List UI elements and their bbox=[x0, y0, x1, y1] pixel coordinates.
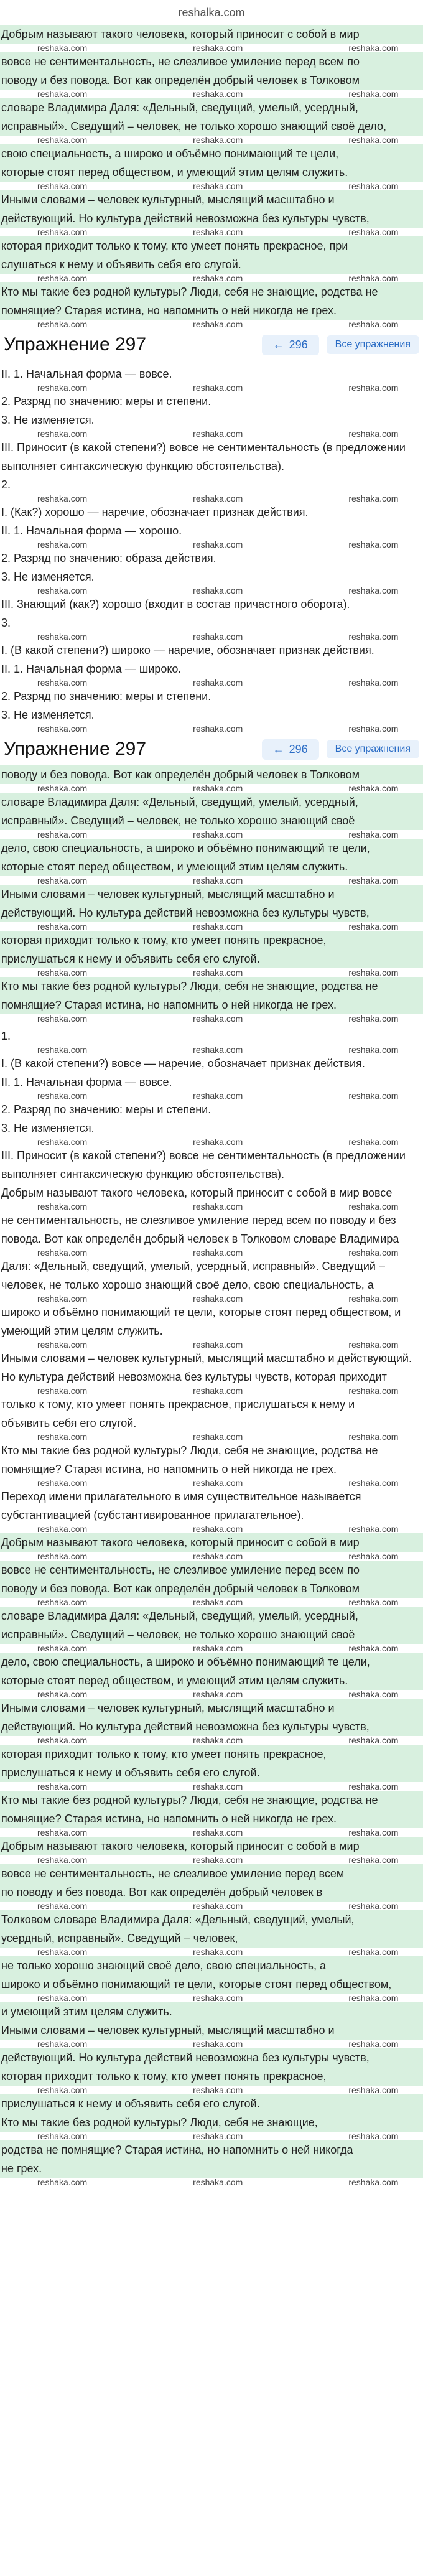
watermark: reshaka.com bbox=[37, 1432, 88, 1441]
watermark-row bbox=[0, 2040, 423, 2048]
watermark-row bbox=[0, 1828, 423, 1837]
watermark-row bbox=[0, 1432, 423, 1441]
watermark: reshaka.com bbox=[193, 1902, 243, 1910]
text-line: не только хорошо знающий своё дело, свою специальность, а bbox=[0, 1956, 423, 1975]
watermark: reshaka.com bbox=[37, 1294, 88, 1303]
text-line: свою специальность, а широко и объёмно понимающий те цели, bbox=[0, 144, 423, 163]
text-line: 2. Разряд по значению: меры и степени. bbox=[1, 1103, 212, 1116]
watermark: reshaka.com bbox=[193, 632, 243, 641]
watermark-row bbox=[0, 1552, 423, 1561]
watermark: reshaka.com bbox=[37, 724, 88, 733]
watermark: reshaka.com bbox=[193, 1644, 243, 1653]
watermark: reshaka.com bbox=[193, 1828, 243, 1837]
watermark: reshaka.com bbox=[348, 1994, 399, 2002]
watermark-row bbox=[0, 1014, 423, 1023]
watermark: reshaka.com bbox=[193, 136, 243, 144]
watermark: reshaka.com bbox=[348, 2086, 399, 2094]
text-line: человек, не только хорошо знающий своё дело, свою специальность, а bbox=[1, 1279, 374, 1291]
text-line: исправный». Сведущий – человек, не только хорошо знающий своё bbox=[0, 1625, 423, 1644]
text-line: 3. Не изменяется. bbox=[1, 414, 95, 426]
watermark-row bbox=[0, 44, 423, 52]
watermark: reshaka.com bbox=[37, 136, 88, 144]
watermark: reshaka.com bbox=[37, 383, 88, 392]
text-line: действующий. Но культура действий невозможна без культуры чувств, bbox=[0, 2048, 423, 2067]
watermark: reshaka.com bbox=[37, 1202, 88, 1211]
text-line: прислушаться к нему и объявить себя его слугой. bbox=[0, 1763, 423, 1782]
text-line: помнящие? Старая истина, но напомнить о ней никогда не грех. bbox=[0, 301, 423, 320]
text-line: только к тому, кто умеет понять прекрасное, прислушаться к нему и bbox=[1, 1398, 355, 1411]
text-line: словаре Владимира Даля: «Дельный, сведущий, умелый, усердный, bbox=[0, 793, 423, 811]
watermark: reshaka.com bbox=[37, 1598, 88, 1607]
watermark: reshaka.com bbox=[193, 1598, 243, 1607]
watermark: reshaka.com bbox=[348, 1552, 399, 1561]
watermark: reshaka.com bbox=[193, 1552, 243, 1561]
text-line: Иными словами – человек культурный, мыслящий масштабно и bbox=[0, 2021, 423, 2040]
text-line: Кто мы такие без родной культуры? Люди, себя не знающие, bbox=[0, 2113, 423, 2132]
text-block-2 bbox=[0, 765, 423, 1023]
text-line: Переход имени прилагательного в имя существительное называется bbox=[1, 1490, 361, 1503]
watermark-row bbox=[0, 586, 423, 595]
watermark: reshaka.com bbox=[37, 678, 88, 687]
text-line: II. 1. Начальная форма — вовсе. bbox=[1, 368, 172, 380]
text-line: Кто мы такие без родной культуры? Люди, себя не знающие, родства не bbox=[1, 1444, 378, 1457]
text-line: поводу и без повода. Вот как определён добрый человек в Толковом bbox=[0, 1579, 423, 1598]
text-line: I. (В какой степени?) широко — наречие, обозначает признак действия. bbox=[1, 644, 374, 656]
watermark: reshaka.com bbox=[193, 383, 243, 392]
watermark-row bbox=[0, 632, 423, 641]
watermark: reshaka.com bbox=[37, 1828, 88, 1837]
text-line: вовсе не сентиментальность, не слезливое умиление перед всем по bbox=[0, 1561, 423, 1579]
watermark: reshaka.com bbox=[193, 540, 243, 549]
watermark: reshaka.com bbox=[37, 968, 88, 977]
text-line: 3. Не изменяется. bbox=[1, 709, 95, 721]
watermark: reshaka.com bbox=[348, 1948, 399, 1956]
text-line: 3. Не изменяется. bbox=[1, 571, 95, 583]
watermark: reshaka.com bbox=[193, 44, 243, 52]
watermark: reshaka.com bbox=[348, 320, 399, 329]
text-line: и умеющий этим целям служить. bbox=[0, 2002, 423, 2021]
text-line: родства не помнящие? Старая истина, но напомнить о ней никогда bbox=[0, 2140, 423, 2159]
watermark: reshaka.com bbox=[348, 632, 399, 641]
watermark: reshaka.com bbox=[37, 1014, 88, 1023]
watermark: reshaka.com bbox=[37, 1137, 88, 1146]
text-line: 2. Разряд по значению: образа действия. bbox=[1, 552, 216, 564]
text-line: действующий. Но культура действий невозможна без культуры чувств, bbox=[0, 903, 423, 922]
watermark: reshaka.com bbox=[37, 540, 88, 549]
prev-exercise-button-sticky[interactable] bbox=[262, 739, 319, 760]
watermark: reshaka.com bbox=[348, 1248, 399, 1257]
watermark-row bbox=[0, 922, 423, 931]
text-line: III. Знающий (как?) хорошо (входит в состав причастного оборота). bbox=[1, 598, 350, 610]
watermark-row bbox=[0, 1340, 423, 1349]
analysis-1 bbox=[0, 361, 423, 733]
text-line: 2. bbox=[1, 478, 11, 491]
watermark-row bbox=[0, 1386, 423, 1395]
watermark: reshaka.com bbox=[37, 90, 88, 98]
text-line: поводу и без повода. Вот как определён добрый человек в Толковом bbox=[0, 765, 423, 784]
text-line: 2. Разряд по значению: меры и степени. bbox=[1, 690, 212, 702]
watermark-row bbox=[0, 1782, 423, 1791]
text-line: которая приходит только к тому, кто умеет понять прекрасное, bbox=[0, 1745, 423, 1763]
watermark: reshaka.com bbox=[348, 1524, 399, 1533]
text-line: II. 1. Начальная форма — широко. bbox=[1, 663, 182, 675]
text-line: Добрым называют такого человека, который приносит с собой в мир bbox=[0, 25, 423, 44]
watermark: reshaka.com bbox=[193, 2040, 243, 2048]
watermark: reshaka.com bbox=[37, 632, 88, 641]
text-block-4 bbox=[0, 1533, 423, 1837]
watermark: reshaka.com bbox=[193, 320, 243, 329]
watermark: reshaka.com bbox=[348, 830, 399, 839]
watermark-row bbox=[0, 228, 423, 236]
text-line: помнящие? Старая истина, но напомнить о ней никогда не грех. bbox=[1, 1463, 337, 1475]
watermark: reshaka.com bbox=[37, 228, 88, 236]
text-line: 3. bbox=[1, 617, 11, 629]
text-line: которые стоят перед обществом, и умеющий этим целям служить. bbox=[0, 163, 423, 182]
watermark: reshaka.com bbox=[193, 586, 243, 595]
watermark: reshaka.com bbox=[37, 2086, 88, 2094]
watermark: reshaka.com bbox=[193, 784, 243, 793]
watermark: reshaka.com bbox=[193, 1091, 243, 1100]
watermark: reshaka.com bbox=[193, 830, 243, 839]
text-line: которые стоят перед обществом, и умеющий этим целям служить. bbox=[0, 857, 423, 876]
watermark: reshaka.com bbox=[193, 2132, 243, 2140]
text-line: Но культура действий невозможна без культуры чувств, которая приходит bbox=[1, 1371, 387, 1383]
watermark: reshaka.com bbox=[348, 1690, 399, 1699]
text-line: которая приходит только к тому, кто умеет понять прекрасное, bbox=[0, 2067, 423, 2086]
watermark: reshaka.com bbox=[348, 1478, 399, 1487]
watermark: reshaka.com bbox=[193, 228, 243, 236]
text-line: Кто мы такие без родной культуры? Люди, себя не знающие, родства не bbox=[0, 282, 423, 301]
text-line: III. Приносит (в какой степени?) вовсе не сентиментальность (в предложении выполняет синтаксическую функцию обстоятельства). bbox=[1, 441, 406, 472]
watermark: reshaka.com bbox=[348, 784, 399, 793]
text-line: широко и объёмно понимающий те цели, которые стоят перед обществом, bbox=[0, 1975, 423, 1994]
watermark: reshaka.com bbox=[193, 724, 243, 733]
watermark: reshaka.com bbox=[348, 494, 399, 503]
watermark: reshaka.com bbox=[37, 876, 88, 885]
watermark: reshaka.com bbox=[37, 830, 88, 839]
prev-exercise-label: 296 bbox=[289, 338, 308, 351]
text-line: дело, свою специальность, а широко и объёмно понимающий те цели, bbox=[0, 1653, 423, 1671]
watermark: reshaka.com bbox=[37, 1045, 88, 1054]
text-line: поводу и без повода. Вот как определён добрый человек в Толковом bbox=[0, 71, 423, 90]
watermark: reshaka.com bbox=[193, 1294, 243, 1303]
text-line: которые стоят перед обществом, и умеющий этим целям служить. bbox=[0, 1671, 423, 1690]
watermark: reshaka.com bbox=[348, 1340, 399, 1349]
watermark-row bbox=[0, 182, 423, 190]
prev-exercise-button[interactable] bbox=[262, 335, 319, 355]
watermark-row bbox=[0, 1736, 423, 1745]
watermark: reshaka.com bbox=[348, 136, 399, 144]
watermark: reshaka.com bbox=[37, 2132, 88, 2140]
watermark-row bbox=[0, 876, 423, 885]
watermark: reshaka.com bbox=[193, 1782, 243, 1791]
text-line: Добрым называют такого человека, который приносит с собой в мир вовсе bbox=[1, 1187, 393, 1199]
watermark-row bbox=[0, 136, 423, 144]
watermark-row bbox=[0, 1248, 423, 1257]
watermark: reshaka.com bbox=[348, 182, 399, 190]
text-line: не сентиментальность, не слезливое умиление перед всем по поводу и без bbox=[1, 1214, 396, 1226]
watermark: reshaka.com bbox=[348, 383, 399, 392]
text-block-3 bbox=[0, 1183, 423, 1533]
text-line: субстантивацией (субстантивированное прилагательное). bbox=[1, 1509, 304, 1521]
watermark: reshaka.com bbox=[37, 182, 88, 190]
text-line: Кто мы такие без родной культуры? Люди, себя не знающие, родства не bbox=[0, 1791, 423, 1809]
all-exercises-button[interactable]: Все упражнения bbox=[327, 335, 419, 354]
watermark: reshaka.com bbox=[348, 1045, 399, 1054]
watermark: reshaka.com bbox=[348, 228, 399, 236]
watermark: reshaka.com bbox=[193, 1386, 243, 1395]
text-line: объявить себя его слугой. bbox=[1, 1417, 137, 1429]
watermark: reshaka.com bbox=[193, 1137, 243, 1146]
text-line: умеющий этим целям служить. bbox=[1, 1325, 163, 1337]
watermark-row bbox=[0, 1478, 423, 1487]
text-line: повода. Вот как определён добрый человек в Толковом словаре Владимира bbox=[1, 1233, 399, 1245]
text-line: Даля: «Дельный, сведущий, умелый, усердный, исправный». Сведущий – bbox=[1, 1260, 385, 1272]
watermark: reshaka.com bbox=[193, 1736, 243, 1745]
arrow-left-icon: ← bbox=[272, 338, 284, 351]
watermark-row bbox=[0, 830, 423, 839]
watermark: reshaka.com bbox=[37, 922, 88, 931]
exercise-title: Упражнение 297 bbox=[4, 334, 147, 355]
watermark: reshaka.com bbox=[193, 494, 243, 503]
site-url: reshalka.com bbox=[178, 6, 245, 19]
watermark-row bbox=[0, 784, 423, 793]
exercise-title-sticky: Упражнение 297 bbox=[4, 739, 147, 759]
watermark: reshaka.com bbox=[37, 1994, 88, 2002]
watermark-row bbox=[0, 1598, 423, 1607]
watermark: reshaka.com bbox=[348, 2132, 399, 2140]
watermark: reshaka.com bbox=[193, 1855, 243, 1864]
watermark-row bbox=[0, 320, 423, 329]
watermark: reshaka.com bbox=[37, 1948, 88, 1956]
watermark-row bbox=[0, 2086, 423, 2094]
watermark: reshaka.com bbox=[37, 2040, 88, 2048]
prev-exercise-label-sticky: 296 bbox=[289, 742, 308, 755]
watermark: reshaka.com bbox=[193, 1948, 243, 1956]
arrow-left-icon: ← bbox=[272, 742, 284, 755]
text-line: по поводу и без повода. Вот как определён добрый человек в bbox=[0, 1883, 423, 1902]
watermark: reshaka.com bbox=[348, 90, 399, 98]
watermark: reshaka.com bbox=[348, 429, 399, 438]
text-line: помнящие? Старая истина, но напомнить о ней никогда не грех. bbox=[0, 1809, 423, 1828]
text-line: помнящие? Старая истина, но напомнить о ней никогда не грех. bbox=[0, 996, 423, 1014]
analysis-2 bbox=[0, 1023, 423, 1183]
watermark-row bbox=[0, 1902, 423, 1910]
text-line: Иными словами – человек культурный, мыслящий масштабно и bbox=[0, 885, 423, 903]
watermark: reshaka.com bbox=[37, 429, 88, 438]
watermark-row bbox=[0, 429, 423, 438]
text-line: широко и объёмно понимающий те цели, которые стоят перед обществом, и bbox=[1, 1306, 401, 1318]
watermark: reshaka.com bbox=[37, 320, 88, 329]
text-line: дело, свою специальность, а широко и объёмно понимающий те цели, bbox=[0, 839, 423, 857]
watermark: reshaka.com bbox=[348, 1432, 399, 1441]
watermark: reshaka.com bbox=[37, 1644, 88, 1653]
all-exercises-button-sticky[interactable]: Все упражнения bbox=[327, 740, 419, 758]
watermark: reshaka.com bbox=[348, 2178, 399, 2186]
watermark: reshaka.com bbox=[348, 1014, 399, 1023]
watermark-row bbox=[0, 494, 423, 503]
watermark: reshaka.com bbox=[37, 1690, 88, 1699]
text-block-5 bbox=[0, 1837, 423, 2186]
watermark: reshaka.com bbox=[193, 876, 243, 885]
watermark-row bbox=[0, 2178, 423, 2186]
text-line: не грех. bbox=[0, 2159, 423, 2178]
text-line: действующий. Но культура действий невозможна без культуры чувств, bbox=[0, 1717, 423, 1736]
watermark: reshaka.com bbox=[193, 1524, 243, 1533]
watermark: reshaka.com bbox=[37, 494, 88, 503]
watermark: reshaka.com bbox=[348, 968, 399, 977]
watermark: reshaka.com bbox=[193, 1340, 243, 1349]
watermark: reshaka.com bbox=[348, 586, 399, 595]
watermark: reshaka.com bbox=[193, 2086, 243, 2094]
watermark-row bbox=[0, 1948, 423, 1956]
watermark: reshaka.com bbox=[37, 1248, 88, 1257]
text-line: Иными словами – человек культурный, мыслящий масштабно и bbox=[0, 190, 423, 209]
watermark: reshaka.com bbox=[37, 1782, 88, 1791]
watermark: reshaka.com bbox=[37, 1736, 88, 1745]
watermark: reshaka.com bbox=[348, 876, 399, 885]
text-block-1 bbox=[0, 25, 423, 329]
watermark: reshaka.com bbox=[37, 2178, 88, 2186]
text-line: усердный, исправный». Сведущий – человек, bbox=[0, 1929, 423, 1948]
watermark: reshaka.com bbox=[193, 1045, 243, 1054]
text-line: 1. bbox=[1, 1030, 11, 1042]
watermark-row bbox=[0, 678, 423, 687]
text-line: Иными словами – человек культурный, мыслящий масштабно и bbox=[0, 1699, 423, 1717]
watermark: reshaka.com bbox=[348, 1386, 399, 1395]
text-line: вовсе не сентиментальность, не слезливое умиление перед всем bbox=[0, 1864, 423, 1883]
watermark: reshaka.com bbox=[37, 1855, 88, 1864]
watermark: reshaka.com bbox=[193, 1690, 243, 1699]
watermark: reshaka.com bbox=[37, 586, 88, 595]
watermark-row bbox=[0, 274, 423, 282]
watermark: reshaka.com bbox=[193, 182, 243, 190]
watermark: reshaka.com bbox=[37, 1091, 88, 1100]
watermark: reshaka.com bbox=[193, 968, 243, 977]
watermark: reshaka.com bbox=[193, 1248, 243, 1257]
text-line: слушаться к нему и объявить себя его слугой. bbox=[0, 255, 423, 274]
exercise-header-sticky bbox=[0, 733, 423, 765]
watermark: reshaka.com bbox=[193, 678, 243, 687]
text-line: Толковом словаре Владимира Даля: «Дельный, сведущий, умелый, bbox=[0, 1910, 423, 1929]
text-line: I. (Как?) хорошо — наречие, обозначает признак действия. bbox=[1, 506, 309, 518]
text-line: словаре Владимира Даля: «Дельный, сведущий, умелый, усердный, bbox=[0, 1607, 423, 1625]
watermark-row bbox=[0, 968, 423, 977]
text-line: исправный». Сведущий – человек, не только хорошо знающий своё bbox=[0, 811, 423, 830]
watermark: reshaka.com bbox=[193, 274, 243, 282]
text-line: Иными словами – человек культурный, мыслящий масштабно и действующий. bbox=[1, 1352, 412, 1365]
watermark-row bbox=[0, 1202, 423, 1211]
watermark-row bbox=[0, 90, 423, 98]
watermark: reshaka.com bbox=[193, 1202, 243, 1211]
watermark: reshaka.com bbox=[37, 1478, 88, 1487]
watermark: reshaka.com bbox=[348, 540, 399, 549]
text-line: 2. Разряд по значению: меры и степени. bbox=[1, 395, 212, 408]
text-line: Добрым называют такого человека, который приносит с собой в мир bbox=[0, 1533, 423, 1552]
watermark: reshaka.com bbox=[193, 1014, 243, 1023]
text-line: 3. Не изменяется. bbox=[1, 1122, 95, 1134]
text-line: Добрым называют такого человека, который приносит с собой в мир bbox=[0, 1837, 423, 1855]
watermark-row bbox=[0, 540, 423, 549]
watermark: reshaka.com bbox=[193, 429, 243, 438]
watermark: reshaka.com bbox=[37, 1552, 88, 1561]
text-line: вовсе не сентиментальность, не слезливое умиление перед всем по bbox=[0, 52, 423, 71]
watermark: reshaka.com bbox=[348, 274, 399, 282]
text-line: II. 1. Начальная форма — хорошо. bbox=[1, 525, 182, 537]
watermark: reshaka.com bbox=[37, 1340, 88, 1349]
watermark-row bbox=[0, 1690, 423, 1699]
exercise-header bbox=[0, 329, 423, 361]
watermark: reshaka.com bbox=[348, 1828, 399, 1837]
watermark: reshaka.com bbox=[348, 1902, 399, 1910]
text-line: исправный». Сведущий – человек, не только хорошо знающий своё дело, bbox=[0, 117, 423, 136]
watermark: reshaka.com bbox=[193, 922, 243, 931]
watermark-row bbox=[0, 383, 423, 392]
text-line: Кто мы такие без родной культуры? Люди, себя не знающие, родства не bbox=[0, 977, 423, 996]
watermark: reshaka.com bbox=[348, 922, 399, 931]
watermark-row bbox=[0, 1137, 423, 1146]
text-line: действующий. Но культура действий невозможна без культуры чувств, bbox=[0, 209, 423, 228]
watermark: reshaka.com bbox=[348, 1137, 399, 1146]
exercise-nav-sticky bbox=[262, 739, 419, 760]
watermark: reshaka.com bbox=[193, 1994, 243, 2002]
watermark: reshaka.com bbox=[348, 678, 399, 687]
watermark-row bbox=[0, 1855, 423, 1864]
watermark: reshaka.com bbox=[348, 724, 399, 733]
watermark: reshaka.com bbox=[348, 1782, 399, 1791]
text-line: I. (В какой степени?) вовсе — наречие, обозначает признак действия. bbox=[1, 1057, 365, 1070]
watermark: reshaka.com bbox=[193, 90, 243, 98]
watermark: reshaka.com bbox=[37, 44, 88, 52]
text-line: прислушаться к нему и объявить себя его слугой. bbox=[0, 2094, 423, 2113]
watermark: reshaka.com bbox=[348, 44, 399, 52]
watermark-row bbox=[0, 1994, 423, 2002]
watermark-row bbox=[0, 1091, 423, 1100]
watermark-row bbox=[0, 1644, 423, 1653]
watermark: reshaka.com bbox=[348, 1598, 399, 1607]
watermark-row bbox=[0, 2132, 423, 2140]
watermark-row bbox=[0, 1045, 423, 1054]
text-line: II. 1. Начальная форма — вовсе. bbox=[1, 1076, 172, 1088]
watermark: reshaka.com bbox=[193, 2178, 243, 2186]
watermark: reshaka.com bbox=[193, 1478, 243, 1487]
text-line: которая приходит только к тому, кто умеет понять прекрасное, при bbox=[0, 236, 423, 255]
watermark: reshaka.com bbox=[348, 2040, 399, 2048]
watermark-row bbox=[0, 724, 423, 733]
watermark: reshaka.com bbox=[348, 1202, 399, 1211]
watermark: reshaka.com bbox=[37, 784, 88, 793]
text-line: III. Приносит (в какой степени?) вовсе не сентиментальность (в предложении выполняет синтаксическую функцию обстоятельства). bbox=[1, 1149, 406, 1180]
exercise-nav bbox=[262, 335, 419, 355]
text-line: словаре Владимира Даля: «Дельный, сведущий, умелый, усердный, bbox=[0, 98, 423, 117]
watermark: reshaka.com bbox=[37, 1902, 88, 1910]
watermark: reshaka.com bbox=[348, 1644, 399, 1653]
watermark: reshaka.com bbox=[348, 1294, 399, 1303]
watermark: reshaka.com bbox=[348, 1736, 399, 1745]
watermark-row bbox=[0, 1294, 423, 1303]
watermark: reshaka.com bbox=[348, 1091, 399, 1100]
watermark-row bbox=[0, 1524, 423, 1533]
watermark: reshaka.com bbox=[37, 1386, 88, 1395]
watermark: reshaka.com bbox=[37, 274, 88, 282]
text-line: которая приходит только к тому, кто умеет понять прекрасное, bbox=[0, 931, 423, 950]
watermark: reshaka.com bbox=[193, 1432, 243, 1441]
text-line: прислушаться к нему и объявить себя его слугой. bbox=[0, 950, 423, 968]
watermark: reshaka.com bbox=[37, 1524, 88, 1533]
watermark: reshaka.com bbox=[348, 1855, 399, 1864]
